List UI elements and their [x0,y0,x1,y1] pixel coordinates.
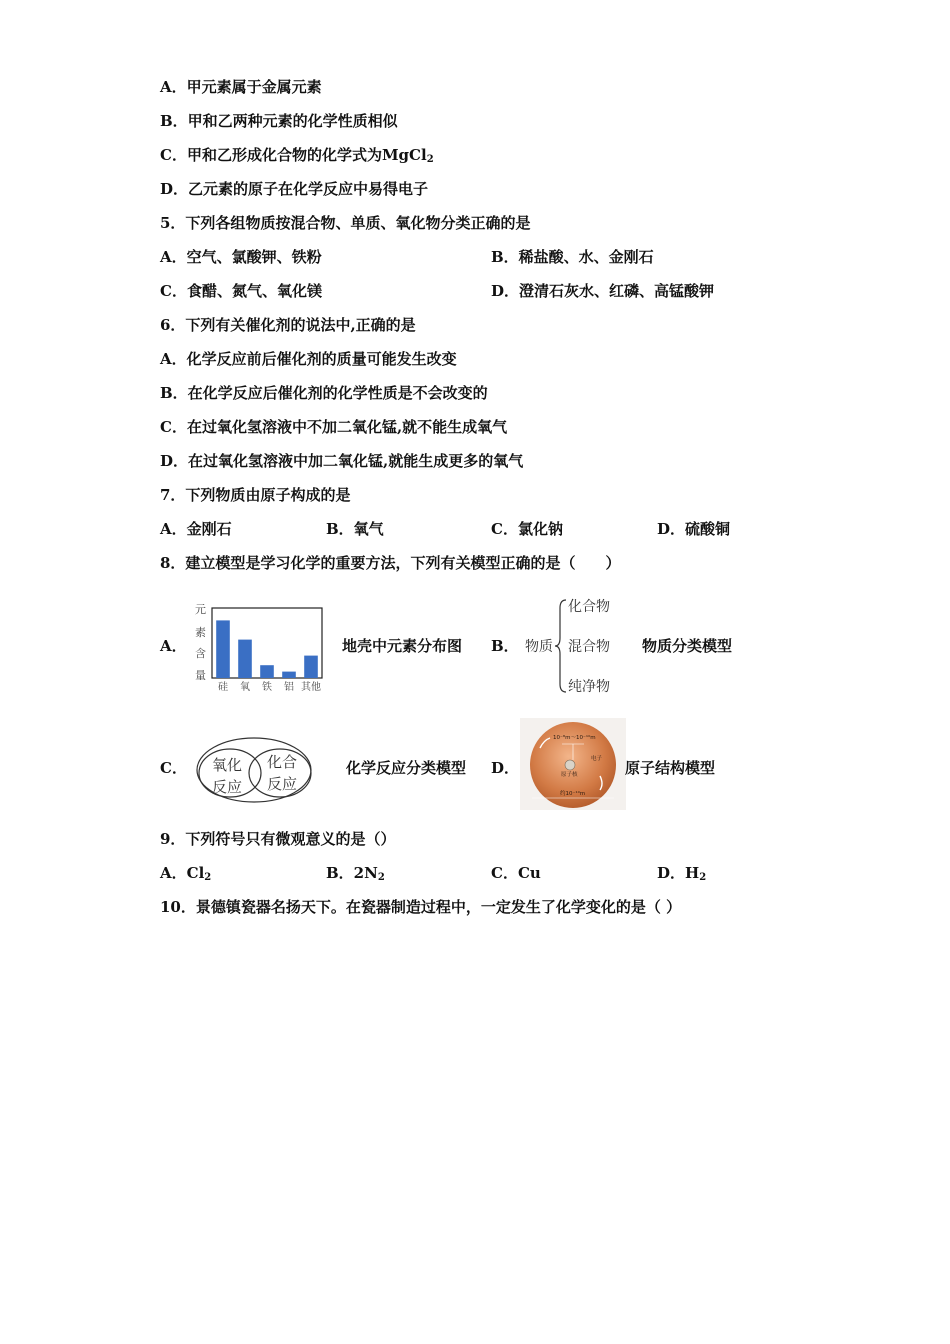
classification-item-1: 化合物 [568,599,610,615]
bar-5 [304,656,318,678]
bar-1 [216,620,230,678]
q9-option-c: C．Cu [491,864,541,882]
q5-option-d: D．澄清石灰水、红磷、高锰酸钾 [491,282,715,300]
q6-option-d: D．在过氧化氢溶液中加二氧化锰,就能生成更多的氧气 [160,452,524,470]
nucleus-icon [565,760,575,770]
q8-option-d-label: D． [491,759,520,777]
atom-size-label: 10⁻⁸m～10⁻¹⁰m [553,735,596,741]
q9-option-b-text: B．2N [326,864,378,882]
q9-option-a-text: A．Cl [160,864,205,882]
x-tick-label-3: 铁 [262,682,272,693]
q4-option-c-formula: MgCl [381,146,427,164]
q4-option-a: A．甲元素属于金属元素 [160,78,322,96]
matter-classification-diagram [520,592,630,702]
ylabel-char-4: 量 [195,669,206,682]
oxidation-label-2: 反应 [212,778,243,796]
q9-option-a-sub: 2 [204,872,212,883]
atom-diameter-label: 约10⁻¹⁰m [560,791,586,797]
q7-option-c: C．氯化钠 [491,520,563,538]
ylabel-char-3: 含 [195,647,206,660]
q8-option-c-caption: 化学反应分类模型 [346,759,467,777]
q5-option-a: A．空气、氯酸钾、铁粉 [160,248,322,266]
oxidation-label-1: 氧化 [212,756,243,774]
q8-option-a-label: A． [160,637,187,655]
q6-option-b: B．在化学反应后催化剂的化学性质是不会改变的 [160,384,488,402]
q5-stem: 5．下列各组物质按混合物、单质、氧化物分类正确的是 [160,214,531,232]
q9-option-b [326,863,385,888]
x-tick-label-2: 氧 [240,682,250,693]
combination-label-1: 化合 [267,753,298,771]
x-tick-label-5: 其他 [301,682,321,693]
q5-option-c: C．食醋、氮气、氧化镁 [160,282,322,300]
q7-option-a: A．金刚石 [160,520,232,538]
classification-item-2: 混合物 [568,639,610,655]
nucleus-label: 原子核 [561,772,578,778]
atom-structure-figure [520,718,626,810]
combination-label-2: 反应 [267,775,298,793]
q9-stem: 9．下列符号只有微观意义的是（） [160,830,396,848]
q7-stem: 7．下列物质由原子构成的是 [160,486,351,504]
q6-option-c: C．在过氧化氢溶液中不加二氧化锰,就不能生成氧气 [160,418,508,436]
q8-option-c-label: C． [160,759,187,777]
q6-option-a: A．化学反应前后催化剂的质量可能发生改变 [160,350,457,368]
q9-option-a [160,863,211,888]
q4-option-b: B．甲和乙两种元素的化学性质相似 [160,112,398,130]
q8-option-a-caption: 地壳中元素分布图 [342,637,463,655]
bar-3 [260,665,274,678]
bar-4 [282,672,296,678]
q4-option-d: D．乙元素的原子在化学反应中易得电子 [160,180,429,198]
q9-option-b-sub: 2 [377,872,385,883]
classification-brace [555,600,566,692]
q4-option-c [160,145,434,170]
q9-option-d-text: D．H [657,864,700,882]
crust-element-bar-chart [190,600,330,695]
q4-option-c-sub: 2 [426,154,434,165]
q7-option-d: D．硫酸铜 [657,520,731,538]
reaction-classification-diagram [192,733,317,807]
q5-option-b: B．稀盐酸、水、金刚石 [491,248,654,266]
q9-option-d-sub: 2 [699,872,707,883]
q8-option-b-caption: 物质分类模型 [642,637,733,655]
q8-option-b-label: B． [491,637,519,655]
ylabel-char-1: 元 [195,603,206,616]
bar-2 [238,640,252,678]
q6-stem: 6．下列有关催化剂的说法中,正确的是 [160,316,416,334]
q10-stem: 10．景德镇瓷器名扬天下。在瓷器制造过程中，一定发生了化学变化的是（ ） [160,898,682,916]
q8-stem: 8．建立模型是学习化学的重要方法，下列有关模型正确的是（ ） [160,554,621,572]
classification-item-3: 纯净物 [568,679,610,695]
q4-option-c-text: C．甲和乙形成化合物的化学式为 [160,146,382,164]
q9-option-d [657,863,706,888]
electron-label: 电子 [591,756,603,762]
ylabel-char-2: 素 [195,626,206,639]
q8-option-d-caption: 原子结构模型 [625,759,716,777]
x-tick-label-4: 铝 [284,682,294,693]
classification-root: 物质 [525,639,553,655]
q7-option-b: B．氧气 [326,520,384,538]
x-tick-label-1: 硅 [218,682,228,693]
